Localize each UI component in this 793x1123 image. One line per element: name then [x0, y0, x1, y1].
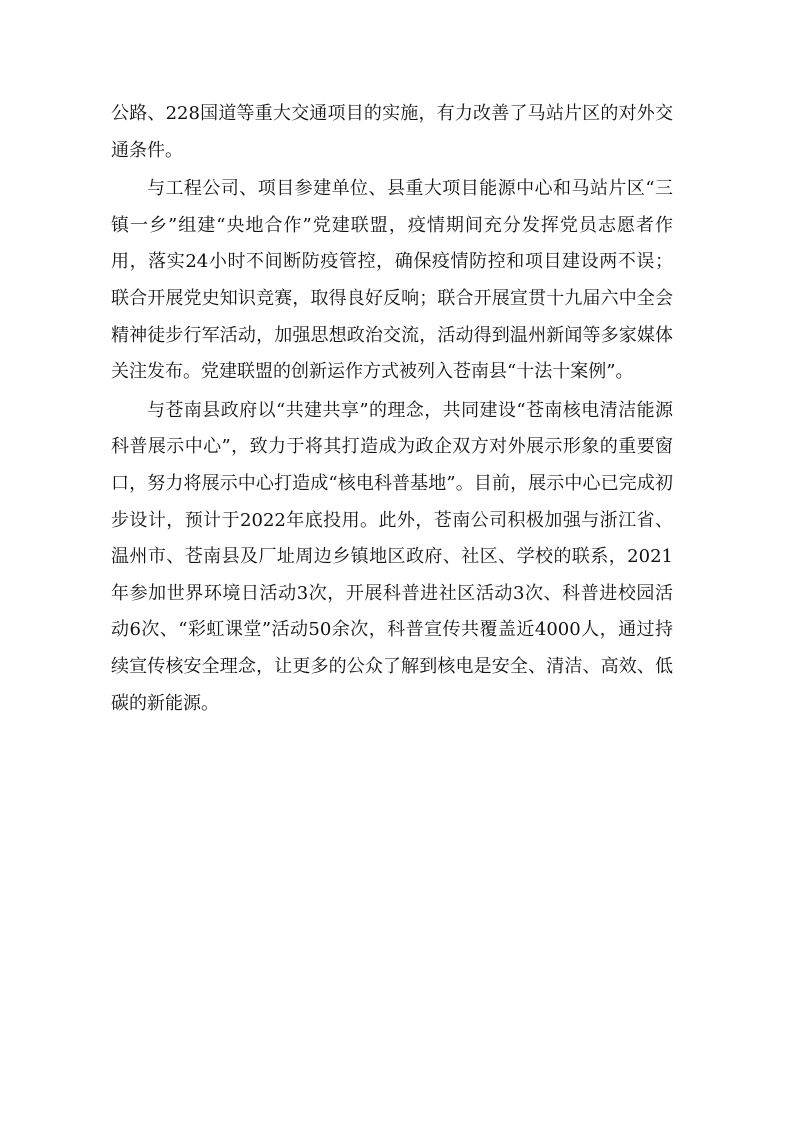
- paragraph-continuation: 公路、228国道等重大交通项目的实施，有力改善了马站片区的对外交通条件。: [111, 103, 673, 161]
- paragraph-science-center: 与苍南县政府以“共建共享”的理念，共同建设“苍南核电清洁能源科普展示中心”，致力于将其打造成为政企双方对外展示形象的重要窗口，努力将展示中心打造成“核电科普基地”。目前，展示中心已完成初步设计，预计于2022年底投用。此外，苍南公司积极加强与浙江省、温州市、苍南县及厂址周边乡镇地区政府、社区、学校的联系，2021年参加世界环境日活动3次，开展科普进社区活动3次、科普进校园活动6次、“彩虹课堂”活动50余次，科普宣传共覆盖近4000人，通过持续宣传核安全理念，让更多的公众了解到核电是安全、清洁、高效、低碳的新能源。: [111, 399, 673, 714]
- document-body: [111, 96, 673, 724]
- paragraph-party-alliance: 与工程公司、项目参建单位、县重大项目能源中心和马站片区“三镇一乡”组建“央地合作”党建联盟，疫情期间充分发挥党员志愿者作用，落实24小时不间断防疫管控，确保疫情防控和项目建设两不误；联合开展党史知识竞赛，取得良好反响；联合开展宣贯十九届六中全会精神徒步行军活动，加强思想政治交流，活动得到温州新闻等多家媒体关注发布。党建联盟的创新运作方式被列入苍南县“十法十案例”。: [111, 178, 673, 383]
